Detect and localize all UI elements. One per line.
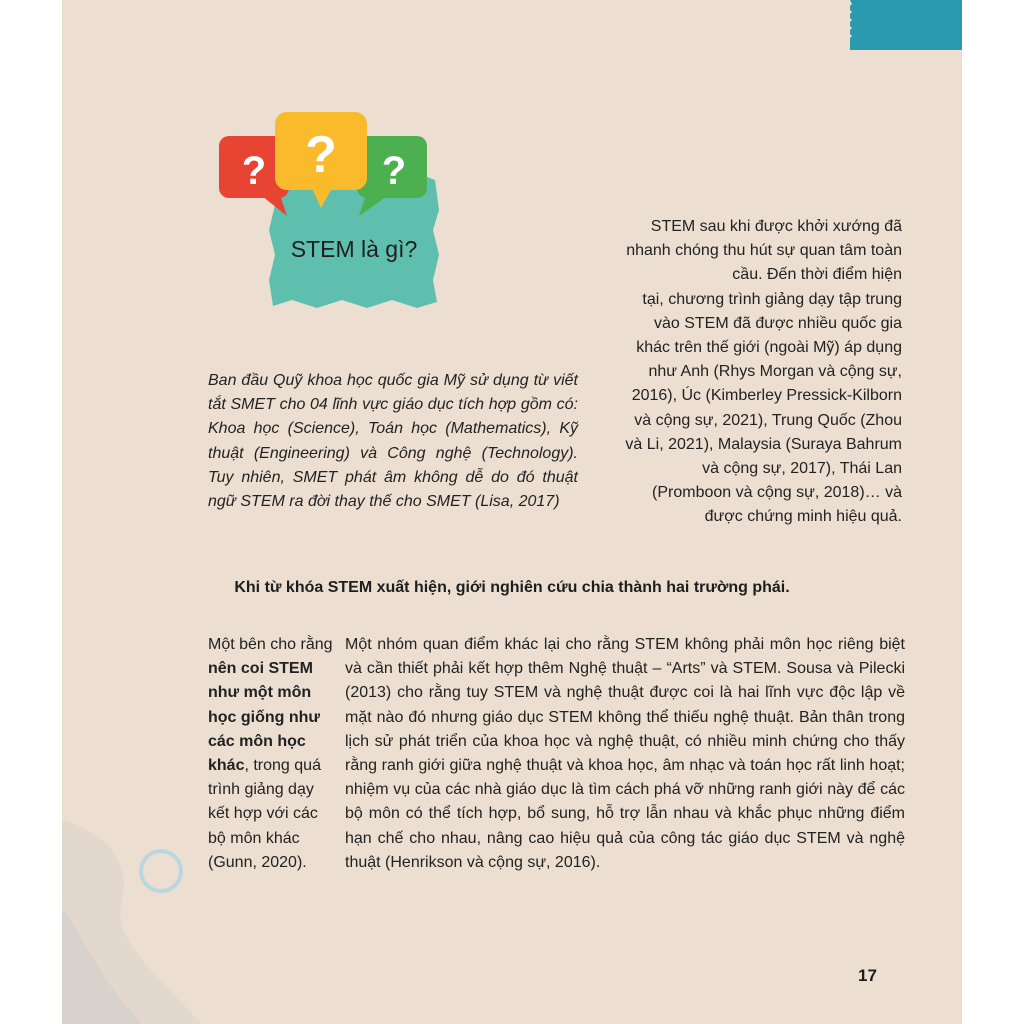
left-column-emphasis: nên coi STEM như một môn học giống như các môn học khác	[208, 660, 321, 775]
page-number: 17	[858, 966, 877, 985]
book-page	[62, 0, 962, 1024]
right-column-paragraph: Một nhóm quan điểm khác lại cho rằng STEM không phải môn học riêng biệt và cần thiết phải kết hợp thêm Nghệ thuật – “Arts” và STEM. Sousa và Pilecki (2013) cho rằng tuy STEM và nghệ thuật được coi là hai lĩnh vực độc lập về mặt nào đó nhưng giáo dục STEM không thể thiếu nghệ thuật. Bản thân trong lịch sử phát triển của khoa học và nghệ thuật, có nhiều minh chứng cho thấy rằng ranh giới giữa nghệ thuật và khoa học, âm nhạc và toán học rất linh hoạt; nhiệm vụ của các nhà giáo dục là tìm cách phá vỡ những ranh giới này để các bộ môn có thể tích hợp, bổ sung, hỗ trợ lẫn nhau và khắc phục những điểm hạn chế cho nhau, nâng cao hiệu quả của công tác giáo dục STEM và nghệ thuật (Henrikson và cộng sự, 2016).	[345, 636, 905, 871]
text-line: cầu. Đến thời điểm hiện	[732, 266, 902, 284]
text-line: như Anh (Rhys Morgan và cộng sự,	[648, 363, 902, 381]
question-mark: ?	[381, 149, 407, 193]
ring-decoration	[139, 849, 183, 893]
text-line: 2016), Úc (Kimberley Pressick-Kilborn	[631, 387, 902, 405]
section-heading: Khi từ khóa STEM xuất hiện, giới nghiên cứu chia thành hai trường phái.	[234, 579, 790, 596]
text-line: STEM sau khi được khởi xướng đã	[650, 218, 902, 235]
text-line: được chứng minh hiệu quả.	[704, 508, 902, 526]
question-mark: ?	[241, 149, 267, 193]
text-line: (Promboon và cộng sự, 2018)… và	[652, 484, 902, 502]
left-column-paragraph	[208, 633, 336, 875]
text-line: và cộng sự, 2021), Trung Quốc (Zhou	[634, 411, 902, 429]
text-line: tại, chương trình giảng dạy tập trung	[642, 290, 902, 308]
question-bubble-icon	[357, 136, 427, 216]
intro-left-paragraph: Ban đầu Quỹ khoa học quốc gia Mỹ sử dụng từ viết tắt SMET cho 04 lĩnh vực giáo dục tích hợp gồm có: Khoa học (Science), Toán học (Mathematics), Kỹ thuật (Engineering) và Công nghệ (Technology). Tuy nhiên, SMET phát âm không dễ do đó thuật ngữ STEM ra đời thay thế cho SMET (Lisa, 2017)	[208, 372, 578, 511]
text-line: và cộng sự, 2017), Thái Lan	[702, 460, 902, 478]
intro-right-paragraph	[582, 215, 902, 530]
text-line: khác trên thế giới (ngoài Mỹ) áp dụng	[636, 339, 902, 357]
stem-title: STEM là gì?	[290, 236, 418, 262]
corner-tab-decoration	[850, 0, 962, 50]
left-column-text: Một bên cho rằng	[208, 636, 333, 653]
question-bubble-icon	[275, 112, 367, 208]
text-line: nhanh chóng thu hút sự quan tâm toàn	[626, 242, 902, 260]
left-column-text-end: , trong quá trình giảng dạy kết hợp với các bộ môn khác (Gunn, 2020).	[208, 757, 321, 871]
question-mark: ?	[305, 126, 337, 184]
text-line: vào STEM đã được nhiều quốc gia	[653, 314, 902, 332]
text-line: và Li, 2021), Malaysia (Suraya Bahrum	[625, 435, 902, 453]
question-bubbles	[217, 108, 432, 218]
corner-wave-decoration	[62, 820, 202, 1024]
